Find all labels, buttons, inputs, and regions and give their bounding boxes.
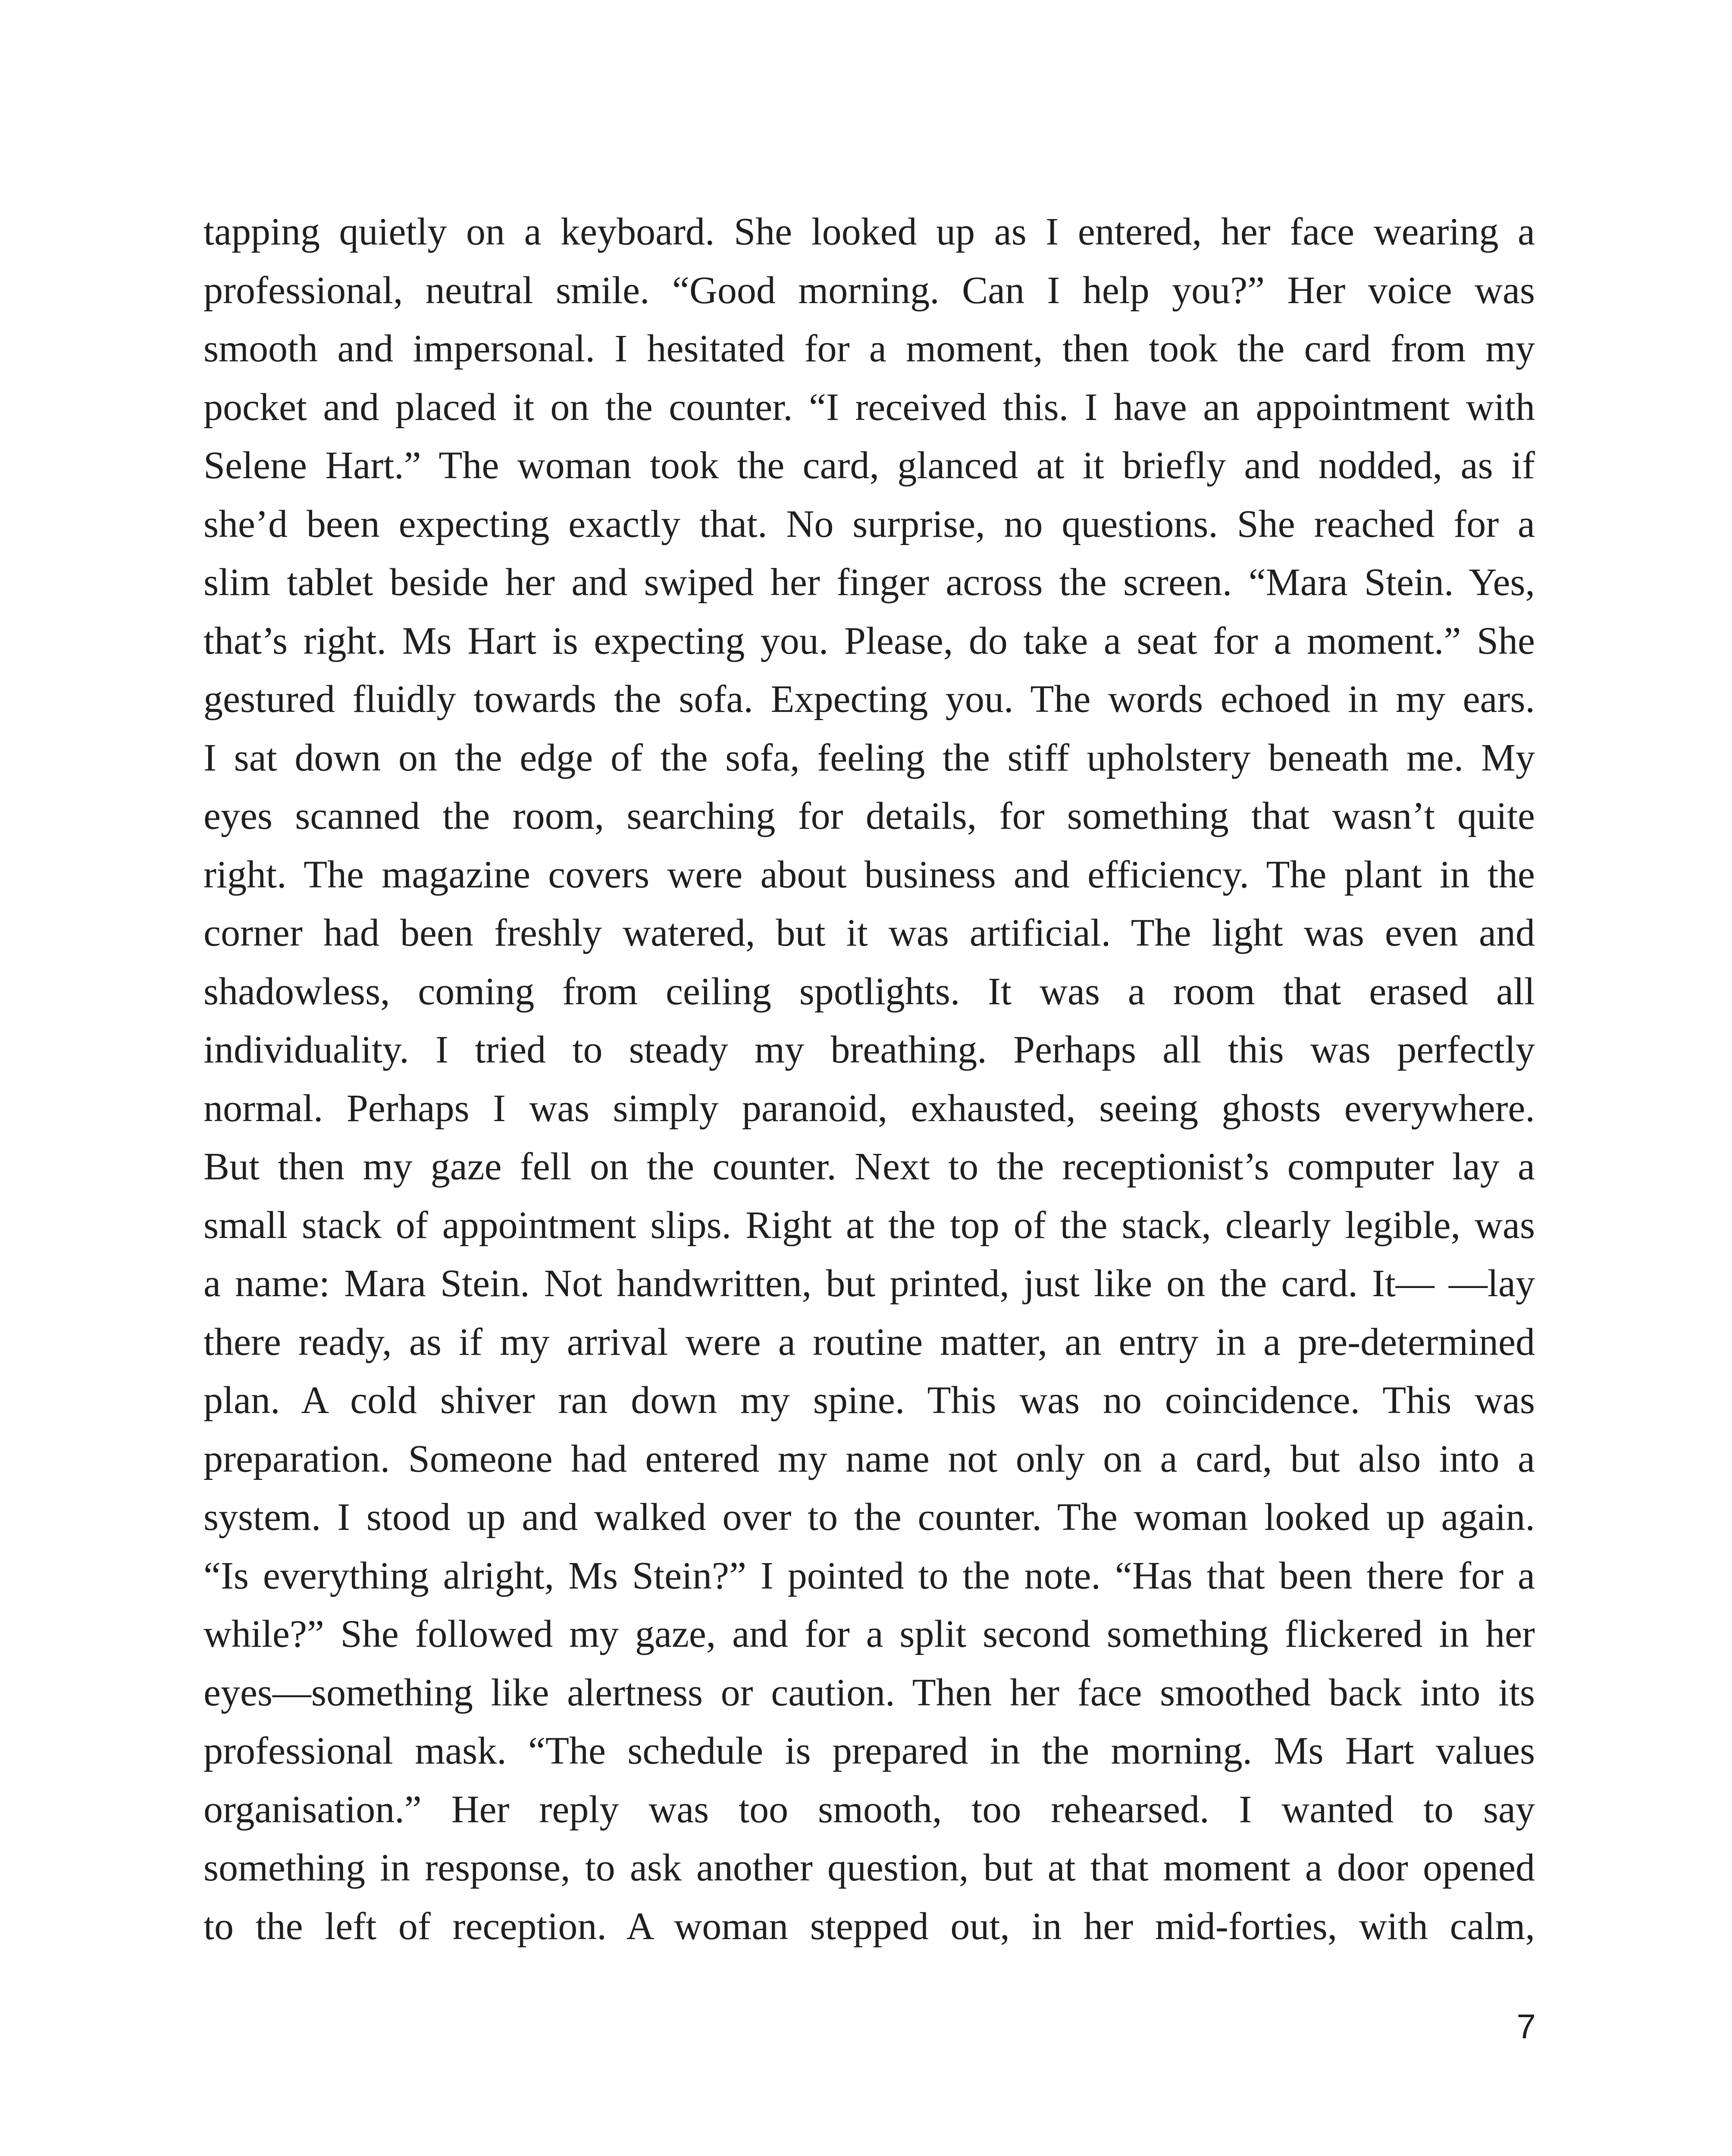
text-line: system. I stood up and walked over to the counter. The woman looked up again. xyxy=(204,1496,1535,1539)
text-line: right. The magazine covers were about business and efficiency. The plant in the xyxy=(204,853,1535,896)
text-line: that’s right. Ms Hart is expecting you. Please, do take a seat for a moment.” She xyxy=(204,619,1535,662)
text-line: Selene Hart.” The woman took the card, glanced at it briefly and nodded, as if xyxy=(204,444,1535,487)
page-number: 7 xyxy=(1516,2007,1536,2046)
text-line: small stack of appointment slips. Right at the top of the stack, clearly legible, was xyxy=(204,1203,1535,1247)
text-line: smooth and impersonal. I hesitated for a moment, then took the card from my xyxy=(204,327,1535,370)
text-line: she’d been expecting exactly that. No surprise, no questions. She reached for a xyxy=(204,502,1535,545)
text-line: preparation. Someone had entered my name not only on a card, but also into a xyxy=(204,1437,1535,1480)
text-line: shadowless, coming from ceiling spotlights. It was a room that erased all xyxy=(204,970,1535,1013)
text-line: to the left of reception. A woman stepped out, in her mid-forties, with calm, xyxy=(204,1905,1535,1948)
text-line: eyes—something like alertness or caution. Then her face smoothed back into its xyxy=(204,1671,1535,1714)
text-line: pocket and placed it on the counter. “I received this. I have an appointment with xyxy=(204,385,1535,429)
text-line: normal. Perhaps I was simply paranoid, exhausted, seeing ghosts everywhere. xyxy=(204,1087,1535,1130)
text-line: plan. A cold shiver ran down my spine. This was no coincidence. This was xyxy=(204,1379,1535,1422)
text-line: while?” She followed my gaze, and for a split second something flickered in her xyxy=(204,1613,1535,1655)
text-line: a name: Mara Stein. Not handwritten, but printed, just like on the card. It— —lay xyxy=(204,1262,1535,1305)
text-line: “Is everything alright, Ms Stein?” I pointed to the note. “Has that been there for a xyxy=(204,1554,1535,1597)
text-line: eyes scanned the room, searching for details, for something that wasn’t quite xyxy=(204,795,1535,837)
text-line: individuality. I tried to steady my breathing. Perhaps all this was perfectly xyxy=(204,1028,1535,1071)
text-line: gestured fluidly towards the sofa. Expecting you. The words echoed in my ears. xyxy=(204,678,1535,721)
text-line: professional mask. “The schedule is prepared in the morning. Ms Hart values xyxy=(204,1730,1535,1772)
text-line: tapping quietly on a keyboard. She looked up as I entered, her face wearing a xyxy=(204,210,1535,253)
text-line: corner had been freshly watered, but it was artificial. The light was even and xyxy=(204,912,1535,954)
text-line: professional, neutral smile. “Good morning. Can I help you?” Her voice was xyxy=(204,269,1535,312)
text-line: I sat down on the edge of the sofa, feeling the stiff upholstery beneath me. My xyxy=(204,736,1535,779)
text-line: slim tablet beside her and swiped her finger across the screen. “Mara Stein. Yes, xyxy=(204,561,1535,604)
text-line: But then my gaze fell on the counter. Next to the receptionist’s computer lay a xyxy=(204,1145,1535,1188)
body-text xyxy=(204,203,1535,1955)
text-line: something in response, to ask another question, but at that moment a door opened xyxy=(204,1846,1535,1889)
text-line: organisation.” Her reply was too smooth, too rehearsed. I wanted to say xyxy=(204,1788,1535,1831)
text-line: there ready, as if my arrival were a routine matter, an entry in a pre-determined xyxy=(204,1320,1535,1363)
